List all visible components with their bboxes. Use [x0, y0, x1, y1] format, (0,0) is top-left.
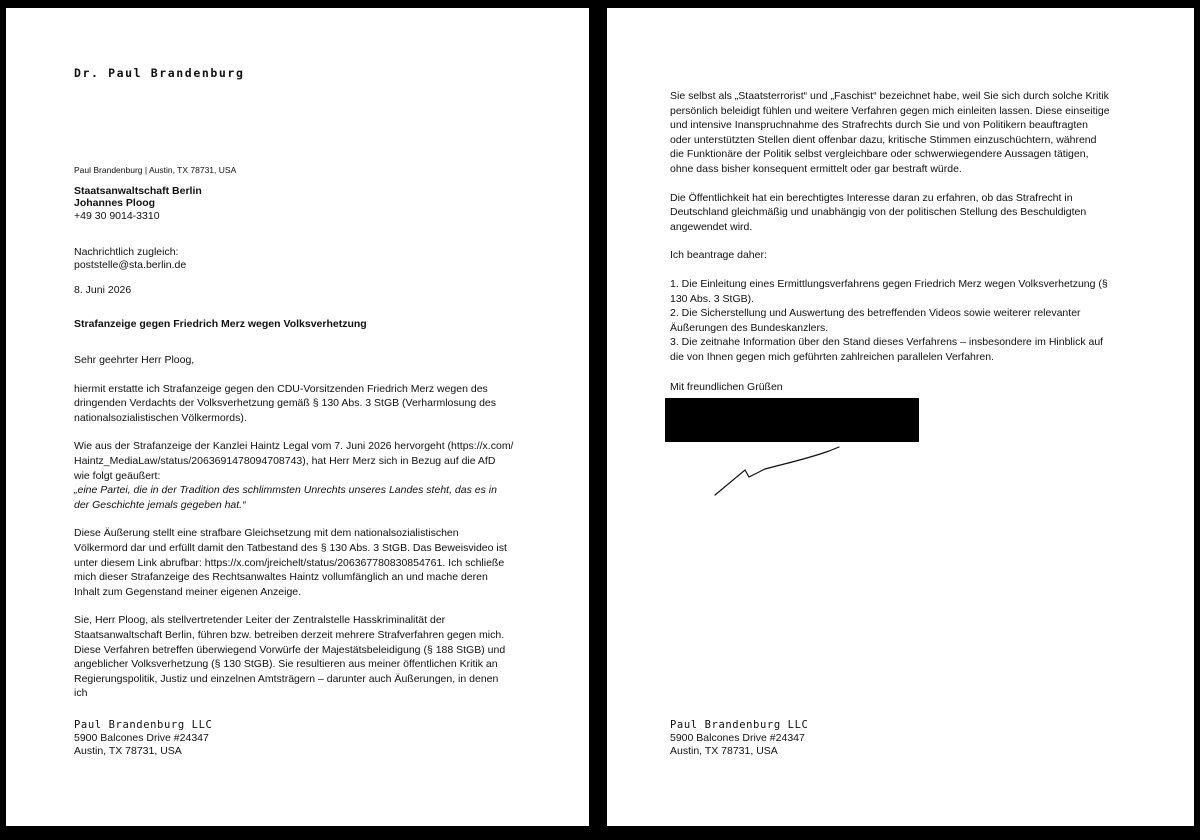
redaction-bar: [665, 398, 919, 442]
paragraph-4: Sie, Herr Ploog, als stellvertretender Leiter der Zentralstelle Hasskriminalität der Staatsanwaltschaft Berlin, führen bzw. betreiben derzeit mehrere Strafverfahren gegen mich. Diese Verfahren betreffen überwiegend Vorwürfe der Majestätsbeleidigung (§ 188 StGB) und angeblicher Volksverhetzung (§ 130 StGB). Sie resultieren aus meiner öffentlichen Kritik an Regierungspolitik, Justiz und einzelnen Amtsträgern – darunter auch Äußerungen, in denen ich: [74, 614, 506, 700]
request-list: [670, 277, 1110, 365]
cc-label: Nachrichtlich zugleich:: [74, 246, 179, 258]
paragraph-6: Die Öffentlichkeit hat ein berechtigtes Interesse daran zu erfahren, ob das Strafrecht in Deutschland gleichmäßig und unabhängig von der politischen Stellung des Beschuldigten angewendet wird.: [670, 191, 1087, 233]
letter-page-1: [6, 8, 589, 826]
letter-body-page-2: [670, 89, 1110, 379]
cc-block: [74, 246, 186, 270]
cc-email: poststelle@sta.berlin.de: [74, 259, 187, 271]
recipient-phone: +49 30 9014-3310: [74, 209, 160, 222]
footer-street: 5900 Balcones Drive #24347: [74, 732, 209, 744]
request-item: 2. Die Sicherstellung und Auswertung des betreffenden Videos sowie weiterer relevanter Äußerungen des Bundeskanzlers.: [670, 307, 1081, 334]
recipient-person: Johannes Ploog: [74, 197, 156, 210]
return-address: Paul Brandenburg | Austin, TX 78731, USA: [74, 165, 237, 175]
paragraph-2-text: Wie aus der Strafanzeige der Kanzlei Haintz Legal vom 7. Juni 2026 hervorgeht (https://x.com/ Haintz_MediaLaw/status/2063691478094708743), hat Herr Merz sich in Bezug auf die AfD wie folgt geäußert:: [74, 440, 514, 482]
letter-subject: Strafanzeige gegen Friedrich Merz wegen Volksverhetzung: [74, 318, 367, 330]
paragraph-1: hiermit erstatte ich Strafanzeige gegen den CDU-Vorsitzenden Friedrich Merz wegen des dringenden Verdachts der Volksverhetzung gemäß § 130 Abs. 3 StGB (Verharmlosung des nationalsozialistischen Völkermords).: [74, 382, 497, 424]
footer-city: Austin, TX 78731, USA: [74, 745, 182, 757]
paragraph-5: Sie selbst als „Staatsterrorist“ und „Faschist“ bezeichnet habe, weil Sie sich durch solche Kritik persönlich beleidigt fühlen und weitere Verfahren gegen mich einleiten lassen. Diese einseitige und intensive Inanspruchnahme des Strafrechts durch Sie und von Politikern beauftragten oder unterstützten Stellen dient offenbar dazu, kritische Stimmen einzuschüchtern, während die Funktionäre der Politik selbst vergleichbare oder schwerwiegendere Aussagen tätigen, ohne dass bisher konsequent ermittelt oder gar bestraft würde.: [670, 90, 1110, 175]
footer-city: Austin, TX 78731, USA: [670, 745, 778, 757]
merz-quote: „eine Partei, die in der Tradition des schlimmsten Unrechts unseres Landes steht, das es in der Geschichte jemals gegeben hat.“: [74, 484, 497, 511]
request-item: 1. Die Einleitung eines Ermittlungsverfahrens gegen Friedrich Merz wegen Volksverhetzung (§ 130 Abs. 3 StGB).: [670, 277, 1108, 305]
letter-page-2: [607, 8, 1194, 826]
letter-body-page-1: [74, 353, 514, 700]
footer-address: [74, 719, 212, 758]
salutation: Sehr geehrter Herr Ploog,: [74, 354, 195, 366]
recipient-office: Staatsanwaltschaft Berlin: [74, 185, 202, 197]
paragraph-2: [74, 439, 514, 512]
request-item: 3. Die zeitnahe Information über den Stand dieses Verfahrens – insbesondere im Hinblick auf die von Ihnen gegen mich geführten zahlreichen parallelen Verfahren.: [670, 336, 1104, 363]
footer-street: 5900 Balcones Drive #24347: [670, 732, 805, 744]
footer-company: Paul Brandenburg LLC: [74, 719, 213, 731]
closing: Mit freundlichen Grüßen: [670, 381, 783, 393]
sender-name: Dr. Paul Brandenburg: [74, 66, 245, 80]
signature-stroke: [707, 433, 847, 503]
recipient-block: [74, 185, 202, 222]
footer-company: Paul Brandenburg LLC: [670, 719, 809, 731]
footer-address: [670, 719, 808, 758]
letter-date: 8. Juni 2026: [74, 284, 132, 296]
paragraph-7: Ich beantrage daher:: [670, 249, 767, 262]
paragraph-3: Diese Äußerung stellt eine strafbare Gleichsetzung mit dem nationalsozialistischen Völkermord dar und erfüllt damit den Tatbestand des § 130 Abs. 3 StGB. Das Beweisvideo ist unter diesem Link abrufbar: https://x.com/jreichelt/status/2063677808308547​61. Ich schließe mich dieser Strafanzeige des Rechtsanwaltes Haintz vollumfänglich an und mache deren Inhalt zum Gegenstand meiner eigenen Anzeige.: [74, 527, 507, 598]
